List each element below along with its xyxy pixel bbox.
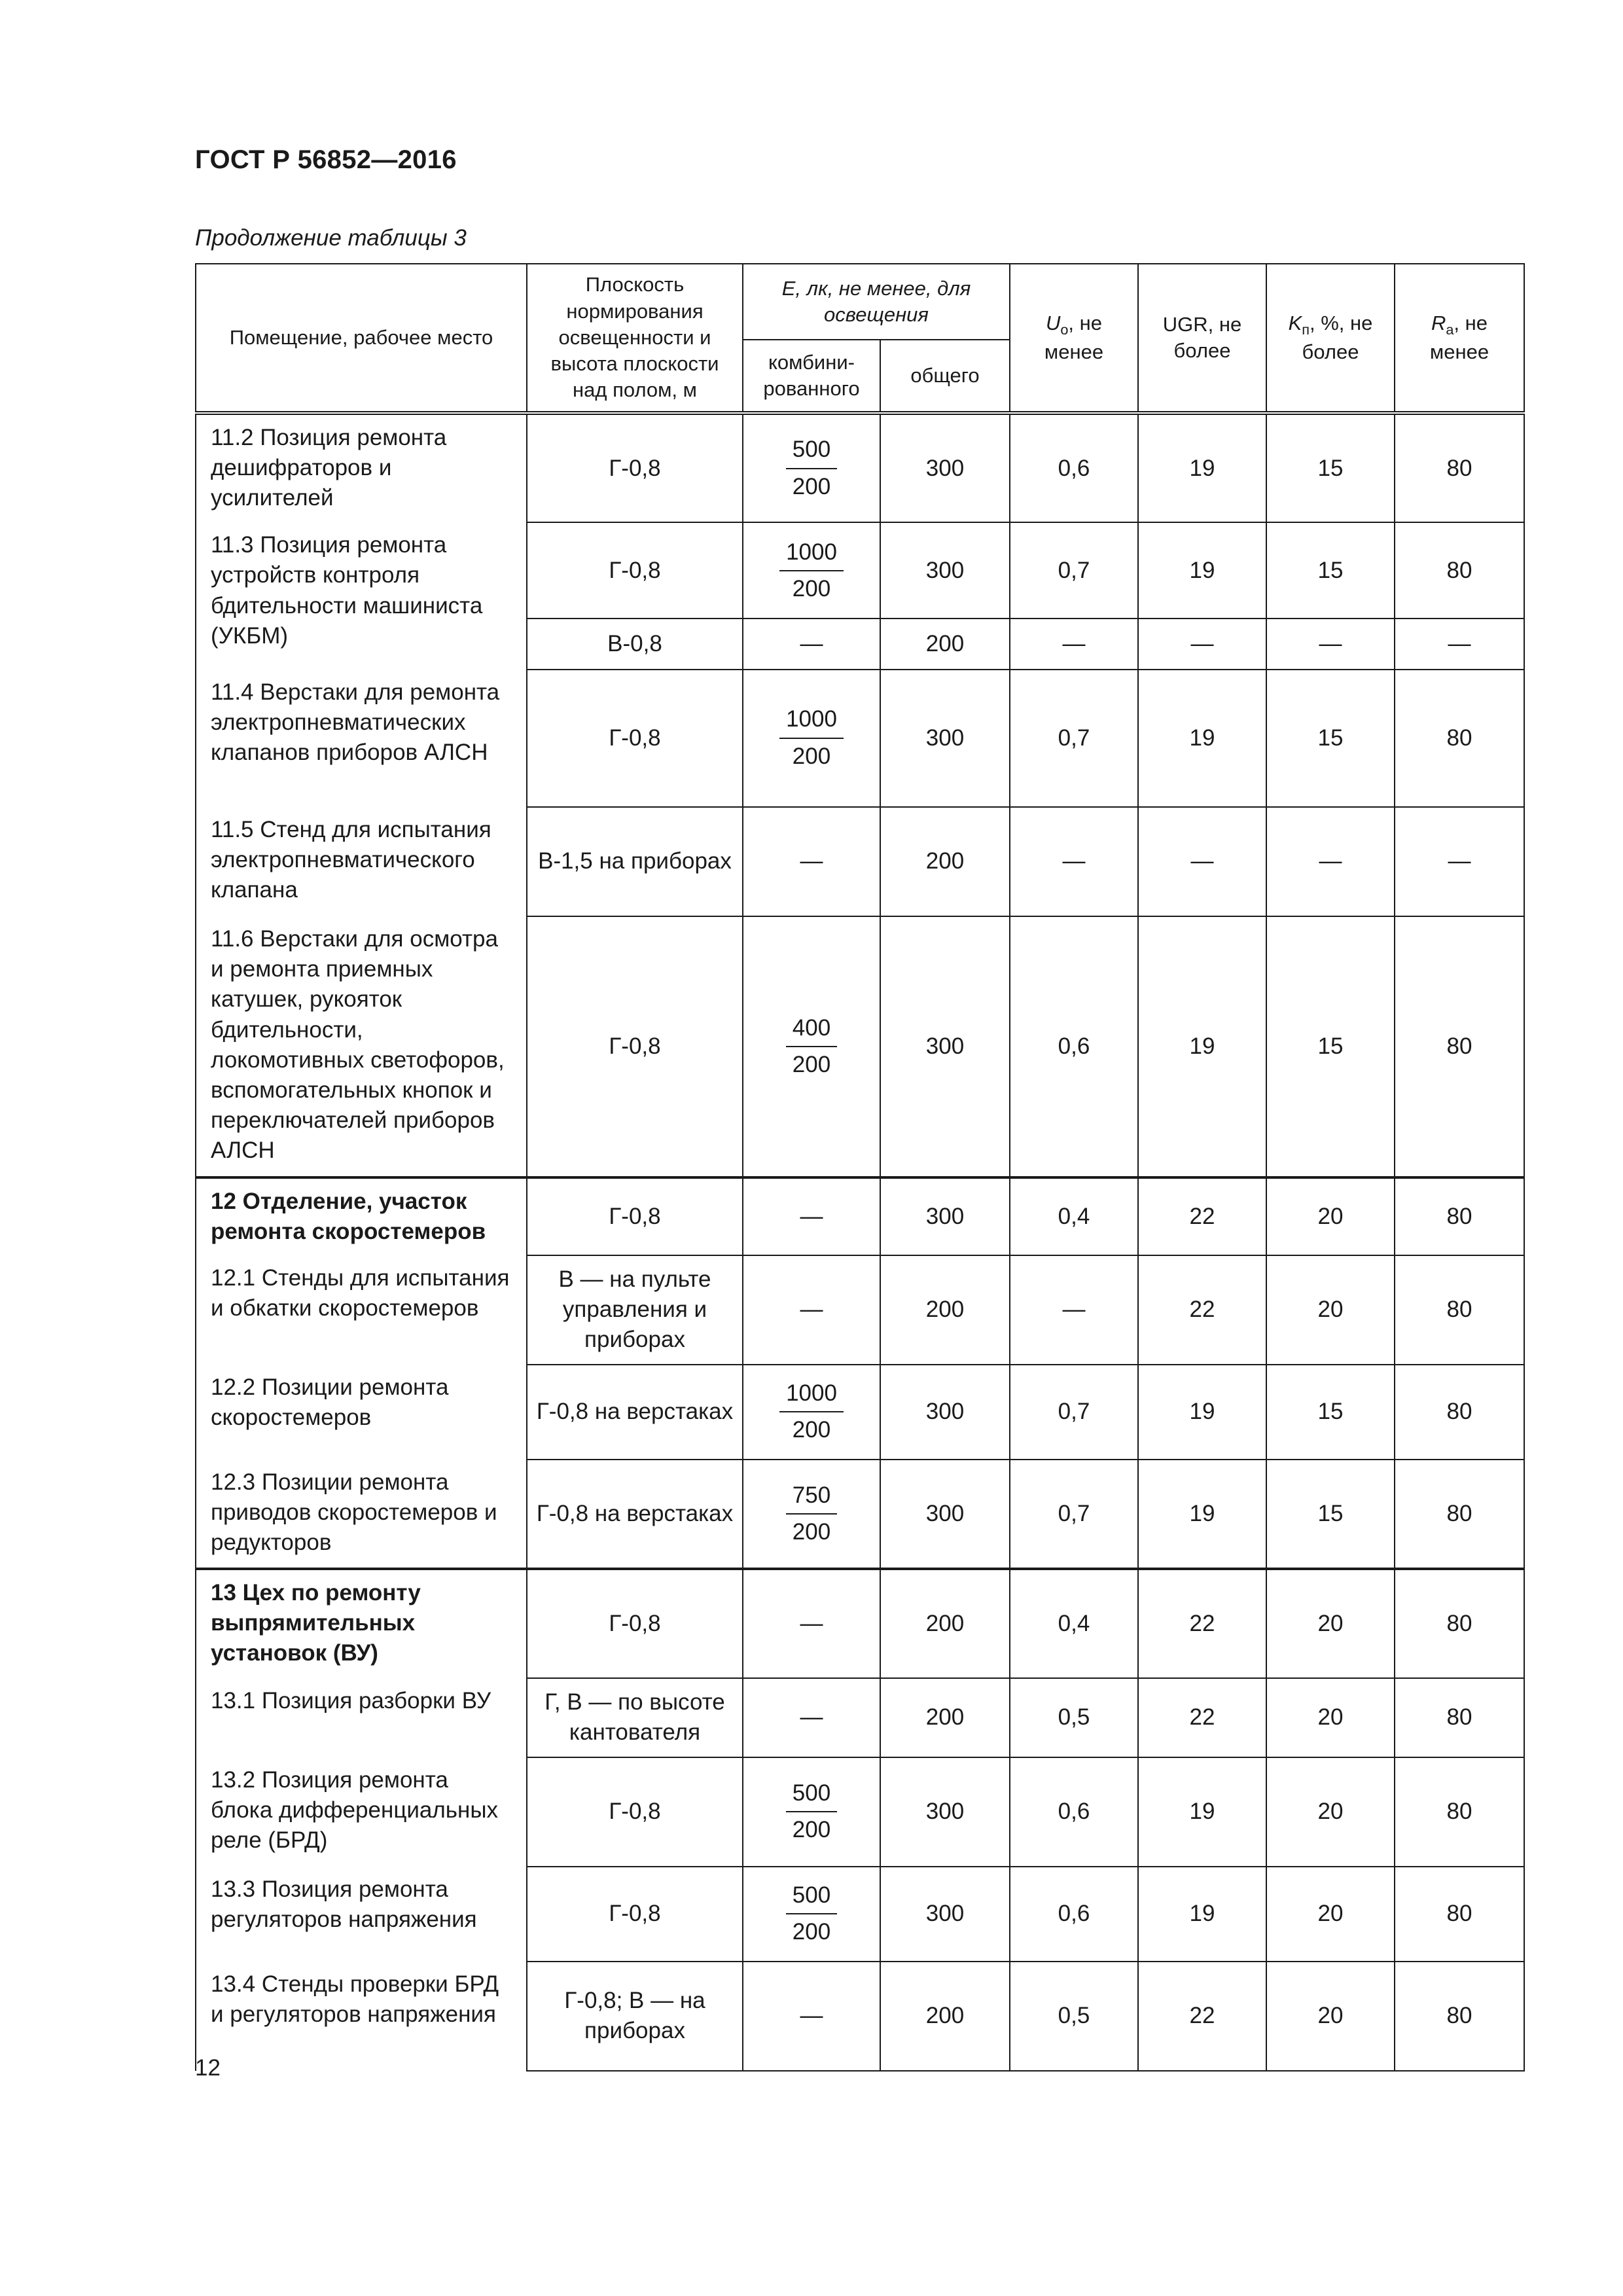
header-room: Помещение, рабочее место bbox=[196, 264, 527, 413]
ra-cell: 80 bbox=[1395, 1365, 1524, 1460]
ugr-cell: 19 bbox=[1138, 413, 1266, 522]
table-body bbox=[196, 413, 1524, 2071]
room-name-cell: 13 Цех по ремонту выпрямительных установок (ВУ) bbox=[196, 1569, 527, 1678]
uo-cell: 0,7 bbox=[1010, 670, 1138, 807]
kp-cell: 15 bbox=[1266, 1365, 1395, 1460]
ra-cell: 80 bbox=[1395, 1569, 1524, 1678]
ugr-cell: 22 bbox=[1138, 1255, 1266, 1365]
fraction-numerator: 1000 bbox=[779, 1378, 844, 1412]
fraction-denominator: 200 bbox=[792, 1518, 831, 1545]
ugr-cell: 19 bbox=[1138, 1460, 1266, 1569]
plane-cell: Г-0,8 на верстаках bbox=[527, 1365, 743, 1460]
plane-cell: Г-0,8 bbox=[527, 1867, 743, 1962]
kp-cell: 20 bbox=[1266, 1569, 1395, 1678]
e-general-cell: 300 bbox=[880, 1365, 1010, 1460]
uo-cell: 0,4 bbox=[1010, 1177, 1138, 1255]
plane-cell: Г, В — по высоте кантователя bbox=[527, 1678, 743, 1757]
ugr-cell: 19 bbox=[1138, 1365, 1266, 1460]
table-row bbox=[196, 1365, 1524, 1460]
uo-cell: 0,5 bbox=[1010, 1962, 1138, 2071]
room-name-cell: 11.6 Верстаки для осмотра и ремонта приемных катушек, рукояток бдительности, локомотивных светофоров, вспомогательных кнопок и переключателей приборов АЛСН bbox=[196, 916, 527, 1177]
header-e-general: общего bbox=[880, 340, 1010, 413]
e-combined-fraction bbox=[779, 1378, 844, 1445]
fraction-denominator: 200 bbox=[792, 1817, 831, 1843]
kp-cell: 20 bbox=[1266, 1962, 1395, 2071]
uo-cell: 0,6 bbox=[1010, 1757, 1138, 1867]
ra-subscript: a bbox=[1446, 321, 1454, 338]
ugr-cell: 19 bbox=[1138, 522, 1266, 619]
fraction-denominator: 200 bbox=[792, 1919, 831, 1945]
header-illuminance bbox=[743, 264, 1010, 340]
e-combined-cell bbox=[743, 1365, 880, 1460]
plane-cell: Г-0,8 на верстаках bbox=[527, 1460, 743, 1569]
plane-cell: Г-0,8 bbox=[527, 1177, 743, 1255]
table-row bbox=[196, 916, 1524, 1177]
kp-cell: 20 bbox=[1266, 1255, 1395, 1365]
kp-cell: 15 bbox=[1266, 670, 1395, 807]
ugr-cell: 19 bbox=[1138, 670, 1266, 807]
uo-cell: 0,6 bbox=[1010, 916, 1138, 1177]
table-row bbox=[196, 670, 1524, 807]
e-combined-cell bbox=[743, 1757, 880, 1867]
fraction-denominator: 200 bbox=[792, 743, 831, 769]
plane-cell: В-1,5 на приборах bbox=[527, 807, 743, 916]
ra-cell: 80 bbox=[1395, 1757, 1524, 1867]
ra-cell: 80 bbox=[1395, 1460, 1524, 1569]
ra-cell: 80 bbox=[1395, 1962, 1524, 2071]
ra-cell: — bbox=[1395, 807, 1524, 916]
e-combined-cell bbox=[743, 413, 880, 522]
ra-cell: 80 bbox=[1395, 1177, 1524, 1255]
ugr-cell: 19 bbox=[1138, 1757, 1266, 1867]
e-combined-fraction bbox=[786, 1880, 837, 1947]
plane-cell: Г-0,8 bbox=[527, 670, 743, 807]
header-illuminance-text: E, лк, не менее, для освещения bbox=[781, 276, 971, 326]
kp-symbol: K bbox=[1288, 311, 1302, 334]
uo-cell: 0,4 bbox=[1010, 1569, 1138, 1678]
header-e-combined: комбини-рованного bbox=[743, 340, 880, 413]
table-row bbox=[196, 1177, 1524, 1255]
e-combined-cell: — bbox=[743, 619, 880, 670]
e-combined-cell: — bbox=[743, 1569, 880, 1678]
fraction-numerator: 750 bbox=[786, 1480, 837, 1515]
plane-cell: Г-0,8; В — на приборах bbox=[527, 1962, 743, 2071]
e-general-cell: 300 bbox=[880, 522, 1010, 619]
fraction-denominator: 200 bbox=[792, 473, 831, 499]
e-combined-cell bbox=[743, 522, 880, 619]
fraction-denominator: 200 bbox=[792, 1417, 831, 1443]
ugr-cell: — bbox=[1138, 807, 1266, 916]
header-kp bbox=[1266, 264, 1395, 413]
ra-cell: — bbox=[1395, 619, 1524, 670]
e-combined-cell: — bbox=[743, 1255, 880, 1365]
table-row bbox=[196, 1962, 1524, 2071]
uo-cell: 0,7 bbox=[1010, 1460, 1138, 1569]
table-row bbox=[196, 1757, 1524, 1867]
room-name-cell: 12.2 Позиции ремонта скоростемеров bbox=[196, 1365, 527, 1460]
e-combined-fraction bbox=[786, 1480, 837, 1547]
room-name-cell: 12.3 Позиции ремонта приводов скоростемеров и редукторов bbox=[196, 1460, 527, 1569]
fraction-numerator: 500 bbox=[786, 1778, 837, 1812]
e-general-cell: 300 bbox=[880, 1460, 1010, 1569]
e-combined-cell: — bbox=[743, 1678, 880, 1757]
uo-cell: 0,6 bbox=[1010, 1867, 1138, 1962]
room-name-cell: 11.5 Стенд для испытания электропневматического клапана bbox=[196, 807, 527, 916]
table-row bbox=[196, 522, 1524, 619]
page-number: 12 bbox=[195, 2055, 221, 2081]
uo-cell: 0,5 bbox=[1010, 1678, 1138, 1757]
ra-symbol: R bbox=[1431, 311, 1446, 334]
kp-cell: 20 bbox=[1266, 1867, 1395, 1962]
e-combined-cell: — bbox=[743, 1177, 880, 1255]
plane-cell: В-0,8 bbox=[527, 619, 743, 670]
room-name-cell: 13.1 Позиция разборки ВУ bbox=[196, 1678, 527, 1757]
ugr-cell: 19 bbox=[1138, 1867, 1266, 1962]
kp-cell: — bbox=[1266, 807, 1395, 916]
room-name-cell: 11.2 Позиция ремонта дешифраторов и усилителей bbox=[196, 413, 527, 522]
fraction-numerator: 400 bbox=[786, 1013, 837, 1047]
lighting-norms-table bbox=[195, 263, 1525, 2072]
e-general-cell: 200 bbox=[880, 619, 1010, 670]
table-row bbox=[196, 413, 1524, 522]
e-general-cell: 300 bbox=[880, 1177, 1010, 1255]
room-name-cell: 12.1 Стенды для испытания и обкатки скоростемеров bbox=[196, 1255, 527, 1365]
ugr-cell: 22 bbox=[1138, 1177, 1266, 1255]
e-combined-cell: — bbox=[743, 807, 880, 916]
plane-cell: В — на пульте управления и приборах bbox=[527, 1255, 743, 1365]
table-caption: Продолжение таблицы 3 bbox=[195, 225, 467, 251]
table-row bbox=[196, 1867, 1524, 1962]
uo-cell: — bbox=[1010, 807, 1138, 916]
ugr-cell: 19 bbox=[1138, 916, 1266, 1177]
uo-cell: — bbox=[1010, 1255, 1138, 1365]
e-general-cell: 300 bbox=[880, 1757, 1010, 1867]
e-combined-fraction bbox=[779, 704, 844, 771]
room-name-cell: 13.3 Позиция ремонта регуляторов напряжения bbox=[196, 1867, 527, 1962]
ra-text: , не менее bbox=[1429, 311, 1489, 364]
uo-cell: 0,6 bbox=[1010, 413, 1138, 522]
fraction-denominator: 200 bbox=[792, 575, 831, 601]
kp-cell: 15 bbox=[1266, 916, 1395, 1177]
fraction-denominator: 200 bbox=[792, 1052, 831, 1078]
plane-cell: Г-0,8 bbox=[527, 1757, 743, 1867]
ra-cell: 80 bbox=[1395, 670, 1524, 807]
uo-subscript: о bbox=[1060, 321, 1069, 338]
ugr-cell: 22 bbox=[1138, 1569, 1266, 1678]
kp-cell: 15 bbox=[1266, 413, 1395, 522]
e-general-cell: 300 bbox=[880, 916, 1010, 1177]
e-combined-fraction bbox=[786, 1778, 837, 1845]
ugr-cell: — bbox=[1138, 619, 1266, 670]
header-ra bbox=[1395, 264, 1524, 413]
e-general-cell: 300 bbox=[880, 413, 1010, 522]
fraction-numerator: 1000 bbox=[779, 704, 844, 738]
e-combined-fraction bbox=[786, 435, 837, 501]
room-name-cell: 13.4 Стенды проверки БРД и регуляторов напряжения bbox=[196, 1962, 527, 2071]
ugr-cell: 22 bbox=[1138, 1678, 1266, 1757]
kp-cell: 15 bbox=[1266, 1460, 1395, 1569]
e-general-cell: 300 bbox=[880, 1867, 1010, 1962]
ra-cell: 80 bbox=[1395, 522, 1524, 619]
e-combined-cell bbox=[743, 916, 880, 1177]
room-name-cell: 13.2 Позиция ремонта блока дифференциальных реле (БРД) bbox=[196, 1757, 527, 1867]
ra-cell: 80 bbox=[1395, 1678, 1524, 1757]
uo-cell: 0,7 bbox=[1010, 1365, 1138, 1460]
e-combined-cell: — bbox=[743, 1962, 880, 2071]
uo-cell: — bbox=[1010, 619, 1138, 670]
uo-cell: 0,7 bbox=[1010, 522, 1138, 619]
e-general-cell: 200 bbox=[880, 1962, 1010, 2071]
e-general-cell: 300 bbox=[880, 670, 1010, 807]
ra-cell: 80 bbox=[1395, 916, 1524, 1177]
room-name-cell: 11.4 Верстаки для ремонта электропневматических клапанов приборов АЛСН bbox=[196, 670, 527, 807]
e-combined-fraction bbox=[786, 1013, 837, 1080]
fraction-numerator: 1000 bbox=[779, 537, 844, 571]
header-uo bbox=[1010, 264, 1138, 413]
uo-text: , не менее bbox=[1044, 311, 1104, 364]
e-general-cell: 200 bbox=[880, 1678, 1010, 1757]
uo-symbol: U bbox=[1045, 311, 1061, 334]
kp-cell: 20 bbox=[1266, 1757, 1395, 1867]
e-combined-fraction bbox=[779, 537, 844, 604]
e-general-cell: 200 bbox=[880, 1255, 1010, 1365]
room-name-cell: 12 Отделение, участок ремонта скоростемеров bbox=[196, 1177, 527, 1255]
ra-cell: 80 bbox=[1395, 1867, 1524, 1962]
kp-cell: 20 bbox=[1266, 1177, 1395, 1255]
document-header: ГОСТ Р 56852—2016 bbox=[195, 145, 457, 174]
e-combined-cell bbox=[743, 670, 880, 807]
plane-cell: Г-0,8 bbox=[527, 413, 743, 522]
plane-cell: Г-0,8 bbox=[527, 522, 743, 619]
ugr-cell: 22 bbox=[1138, 1962, 1266, 2071]
kp-cell: 20 bbox=[1266, 1678, 1395, 1757]
ra-cell: 80 bbox=[1395, 413, 1524, 522]
ra-cell: 80 bbox=[1395, 1255, 1524, 1365]
table-row bbox=[196, 1678, 1524, 1757]
e-combined-cell bbox=[743, 1867, 880, 1962]
fraction-numerator: 500 bbox=[786, 1880, 837, 1914]
plane-cell: Г-0,8 bbox=[527, 1569, 743, 1678]
e-general-cell: 200 bbox=[880, 1569, 1010, 1678]
room-name-cell: 11.3 Позиция ремонта устройств контроля бдительности машиниста (УКБМ) bbox=[196, 522, 527, 669]
header-ugr: UGR, не более bbox=[1138, 264, 1266, 413]
table-row bbox=[196, 1255, 1524, 1365]
fraction-numerator: 500 bbox=[786, 435, 837, 469]
header-plane: Плоскость нормирования освещенности и высота плоскости над полом, м bbox=[527, 264, 743, 413]
kp-cell: 15 bbox=[1266, 522, 1395, 619]
kp-cell: — bbox=[1266, 619, 1395, 670]
e-combined-cell bbox=[743, 1460, 880, 1569]
table-row bbox=[196, 807, 1524, 916]
table-row bbox=[196, 1460, 1524, 1569]
kp-subscript: п bbox=[1302, 321, 1310, 338]
e-general-cell: 200 bbox=[880, 807, 1010, 916]
kp-text: , %, не более bbox=[1302, 311, 1373, 364]
table-row bbox=[196, 1569, 1524, 1678]
plane-cell: Г-0,8 bbox=[527, 916, 743, 1177]
